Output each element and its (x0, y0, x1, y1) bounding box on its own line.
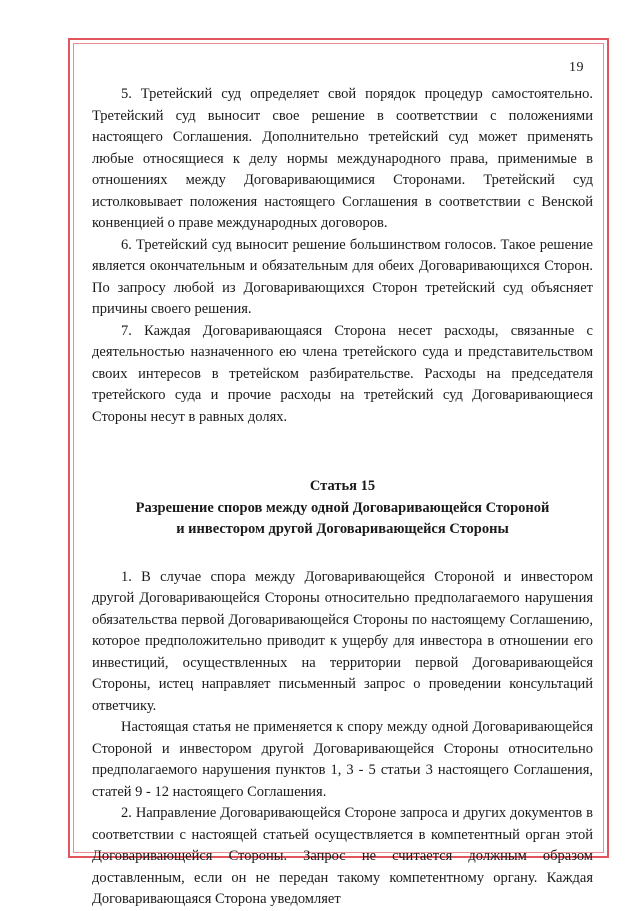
article-title-line-2: и инвестором другой Договаривающейся Стороны (176, 521, 509, 537)
paragraph-6: 6. Третейский суд выносит решение большинством голосов. Такое решение является окончательным и обязательным для обеих Договаривающихся Сторон. По запросу любой из Договаривающихся Сторон третейский суд объясняет причины своего решения. (92, 236, 593, 317)
document-body (92, 84, 593, 911)
article-title-line-1: Разрешение споров между одной Договаривающейся Стороной (135, 499, 550, 516)
article-paragraph-exception: Настоящая статья не применяется к спору между одной Договаривающейся Стороной и инвестором другой Договаривающейся Стороны относительно предполагаемого нарушения пунктов 1, 3 - 5 статьи 3 настоящего Соглашения, статей 9 - 12 настоящего Соглашения. (92, 719, 593, 800)
paragraph-7: 7. Каждая Договаривающаяся Сторона несет расходы, связанные с деятельностью назначенного ею члена третейского суда и представительством своих интересов в третейском разбирательстве. Расходы на председателя третейского суда и прочие расходы на третейский суд Договаривающиеся Стороны несут в равных долях. (92, 322, 593, 425)
article-body (92, 567, 593, 911)
article-paragraph-1: 1. В случае спора между Договаривающейся Стороной и инвестором другой Договаривающейся Стороны относительно предполагаемого нарушения обязательства первой Договаривающейся Стороны по настоящему Соглашению, которое предположительно приводит к ущербу для инвестора в отношении его инвестиций, осуществленных на территории первой Договаривающейся Стороны, истец направляет письменный запрос о проведении консультаций ответчику. (92, 568, 593, 714)
article-heading (92, 476, 593, 541)
article-number: Статья 15 (309, 478, 376, 494)
page-number: 19 (569, 60, 584, 75)
article-paragraph-2: 2. Направление Договаривающейся Стороне запроса и других документов в соответствии с настоящей статьей осуществляется в компетентный орган этой Договаривающейся Стороны. Запрос не считается должным образом доставленным, если он не передан такому компетентному органу. Каждая Договаривающаяся Сторона уведомляет (92, 805, 593, 907)
paragraph-5: 5. Третейский суд определяет свой порядок процедур самостоятельно. Третейский суд выносит свое решение в соответствии с положениями настоящего Соглашения. Дополнительно третейский суд может применять любые относящиеся к делу нормы международного права, применимые в отношениях между Договаривающимися Сторонами. Третейский суд истолковывает положения настоящего Соглашения в соответствии с Венской конвенцией о праве международных договоров. (92, 86, 593, 231)
